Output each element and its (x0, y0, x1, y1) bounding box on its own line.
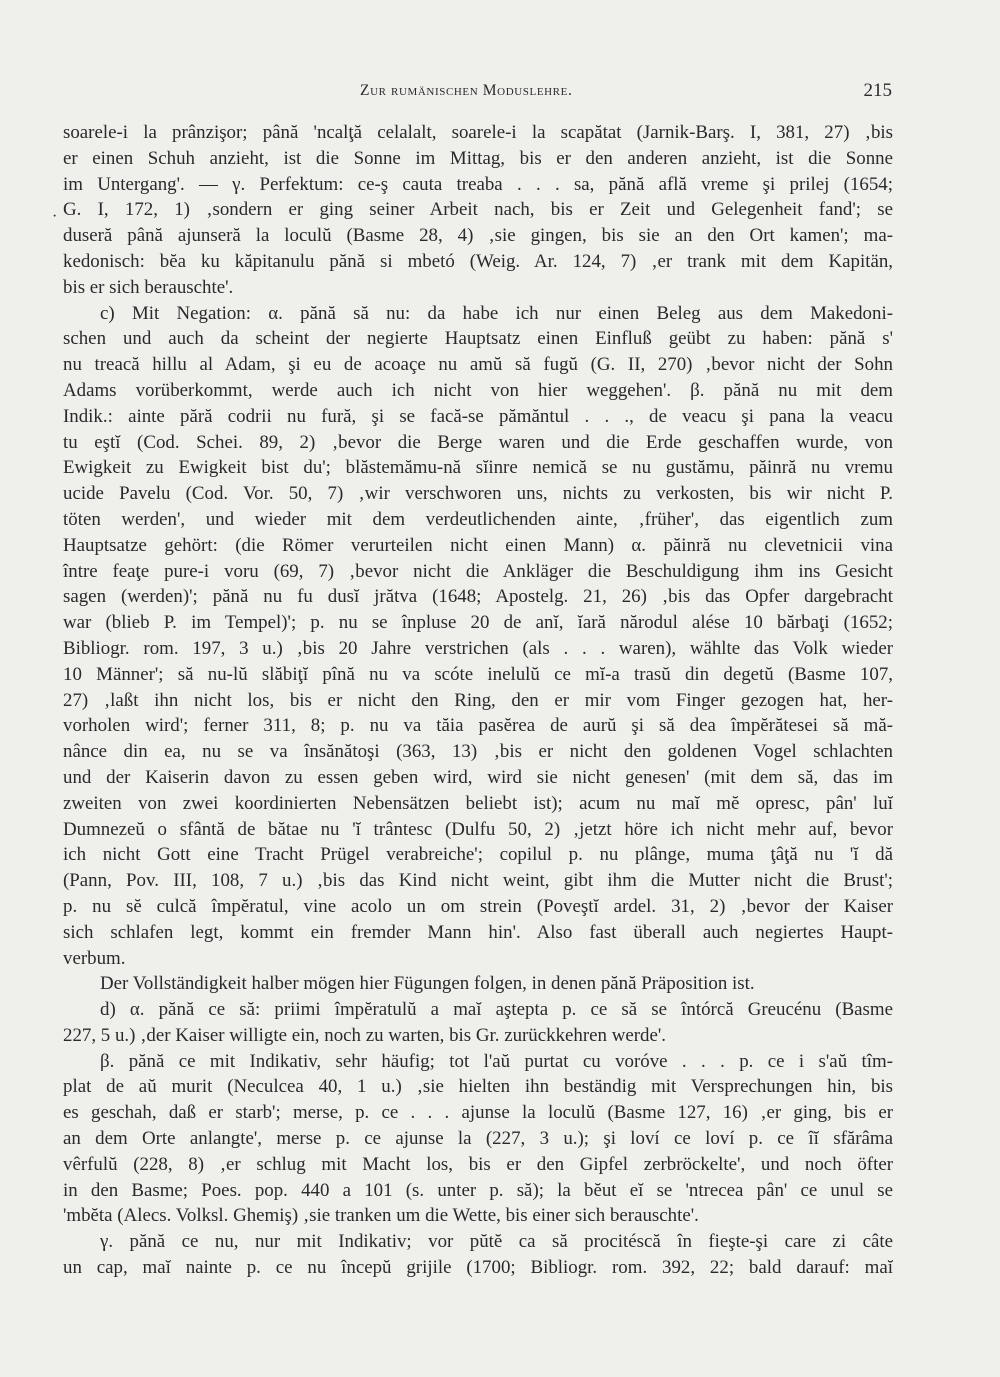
text-line: 10 Männer'; să nu-lŭ slăbiţĭ pînă nu va scóte inelulŭ ce mĭ-a trasŭ din degetŭ (Basme 107, (63, 663, 893, 685)
text-line: 'mbĕta (Alecs. Volksl. Ghemiş) ‚sie tranken um die Wette, bis einer sich berauschte'. (63, 1205, 699, 1227)
text-line: Bibliogr. rom. 197, 3 u.) ‚bis 20 Jahre verstrichen (als . . . waren), wählte das Volk wieder (63, 637, 893, 659)
text-line: Dumnezeŭ o sfântă de bătae nu 'ĭ trântesc (Dulfu 50, 2) ‚jetzt höre ich nicht mehr auf, bevor (63, 818, 893, 840)
text-line: G. I, 172, 1) ‚sondern er ging seiner Arbeit nach, bis er Zeit und Gelegenheit fand'; se (63, 199, 893, 221)
text-line: între feaţe pure-i voru (69, 7) ‚bevor nicht die Ankläger die Beschuldigung ihm ins Gesicht (63, 560, 893, 582)
running-head (0, 82, 1000, 108)
text-line: Der Vollständigkeit halber mögen hier Fügungen folgen, in denen pănă Präposition ist. (100, 973, 755, 995)
page-number: 215 (863, 80, 892, 101)
text-line: im Untergang'. — γ. Perfektum: ce-ş cauta treaba . . . sa, pănă află vreme şi prilej (1654; (63, 173, 893, 195)
text-line: verbum. (63, 947, 126, 969)
text-line: er einen Schuh anzieht, ist die Sonne im Mittag, bis er den anderen anzieht, ist die Sonne (63, 147, 893, 169)
text-line: an dem Orte anlangte', merse p. ce ajunse la (227, 3 u.); şi loví ce loví p. ce îĭ sfărâma (63, 1128, 893, 1150)
text-line: kedonisch: bĕa ku kăpitanulu pănă si mbetó (Weig. Ar. 124, 7) ‚er trank mit dem Kapitän, (63, 250, 893, 272)
text-line: ucide Pavelu (Cod. Vor. 50, 7) ‚wir verschworen uns, nichts zu verkosten, bis wir nicht P. (63, 483, 893, 505)
text-line: d) α. pănă ce să: priimi împĕratulŭ a maĭ aştepta p. ce să se întórcă Greucénu (Basme (100, 999, 893, 1021)
text-line: nu treacă hillu al Adam, şi eu de acoaçe nu amŭ să fugŭ (G. II, 270) ‚bevor nicht der Sohn (63, 354, 893, 376)
text-line: Ewigkeit zu Ewigkeit bist du'; blăstemămu-nă sĭinre nemică se nu gustămu, păinră nu vremu (63, 457, 893, 479)
text-line: Adams vorüberkommt, werde auch ich nicht von hier weggehen'. β. pănă nu mit dem (63, 379, 893, 401)
text-line: zweiten von zwei koordinierten Nebensätzen beliebt ist); acum nu maĭ mĕ opresc, pân' luĭ (63, 792, 893, 814)
text-line: (Pann, Pov. III, 108, 7 u.) ‚bis das Kind nicht weint, gibt ihm die Mutter nicht die Brust'; (63, 870, 893, 892)
body-text (63, 120, 893, 1281)
text-line: Hauptsatze gehört: (die Römer verurteilen nicht einen Mann) α. păinră nu clevetnicii vina (63, 534, 893, 556)
text-line: töten werden', und wieder mit dem verdeutlichenden ainte, ‚früher', das eigentlich zum (63, 508, 893, 530)
text-line: γ. pănă ce nu, nur mit Indikativ; vor pŭtĕ ca să procitéscă în fieşte-şi care zi câte (100, 1231, 893, 1253)
margin-mark: · (52, 208, 58, 225)
running-head-title: Zur rumänischen Moduslehre. (360, 82, 573, 99)
text-line: vêrfulŭ (228, 8) ‚er schlug mit Macht los, bis er den Gipfel zerbröckelte', und noch öfter (63, 1153, 893, 1175)
text-line: plat de aŭ murit (Neculcea 40, 1 u.) ‚sie hielten ihn beständig mit Versprechungen hin, bis (63, 1076, 893, 1098)
text-line: in den Basme; Poes. pop. 440 a 101 (s. unter p. să); la bĕut eĭ se 'ntrecea pân' ce unul se (63, 1179, 893, 1201)
text-line: schen und auch da scheint der negierte Hauptsatz einen Einfluß geübt zu haben: pănă s' (63, 328, 893, 350)
text-line: bis er sich berauschte'. (63, 276, 234, 298)
text-line: nânce din ea, nu se va însănătoşi (363, 13) ‚bis er nicht den goldenen Vogel schlachten (63, 741, 893, 763)
text-line: Indik.: ainte pără codrii nu fură, şi se facă-se pămăntul . . ., de veacu şi pana la veacu (63, 405, 893, 427)
text-line: soarele-i la prânzişor; până 'ncalţă celalalt, soarele-i la scapătat (Jarnik-Barş. I, 381, 27) ‚bis (63, 122, 893, 143)
text-line: sagen (werden)'; pănă nu fu dusĭ jrătva (1648; Apostelg. 21, 26) ‚bis das Opfer dargebracht (63, 586, 893, 608)
text-line: β. pănă ce mit Indikativ, sehr häufig; tot l'aŭ purtat cu voróve . . . p. ce i s'aŭ tîm- (100, 1050, 893, 1072)
text-line: un cap, maĭ nainte p. ce nu începŭ grijile (1700; Bibliogr. rom. 392, 22; bald darauf: maĭ (63, 1257, 893, 1279)
text-line: p. nu sĕ culcă împĕratul, vine acolo un om strein (Poveştĭ ardel. 31, 2) ‚bevor der Kaiser (63, 895, 893, 917)
text-line: 27) ‚laßt ihn nicht los, bis er nicht den Ring, den er mir vom Finger gezogen hat, her- (63, 689, 893, 711)
text-line: sich schlafen legt, kommt ein fremder Mann hin'. Also fast überall auch negiertes Haupt- (63, 921, 893, 943)
text-line: vorholen wird'; ferner 311, 8; p. nu va tăia pasĕrea de aurŭ şi să dea împĕrătesei să mă- (63, 715, 893, 737)
text-line: ich nicht Gott eine Tracht Prügel verabreiche'; copilul p. nu plânge, muma ţâţă nu 'ĭ dă (63, 844, 893, 866)
text-line: es geschah, daß er starb'; merse, p. ce . . . ajunse la loculŭ (Basme 127, 16) ‚er ging, bis er (63, 1102, 893, 1124)
text-line: tu eştĭ (Cod. Schei. 89, 2) ‚bevor die Berge waren und die Erde geschaffen wurde, von (63, 431, 893, 453)
text-line: duseră până ajunseră la loculŭ (Basme 28, 4) ‚sie gingen, bis sie an den Ort kamen'; ma- (63, 225, 893, 247)
text-line: und der Kaiserin davon zu essen geben wird, wird sie nicht genesen' (mit dem să, das im (63, 766, 893, 788)
text-line: c) Mit Negation: α. pănă să nu: da habe ich nur einen Beleg aus dem Makedoni- (100, 302, 893, 324)
text-line: war (blieb P. im Tempel)'; p. nu se înpluse 20 de anĭ, ĭară nărodul alése 10 bărbaţi (1652; (63, 612, 893, 634)
text-line: 227, 5 u.) ‚der Kaiser willigte ein, noch zu warten, bis Gr. zurückkehren werde'. (63, 1024, 666, 1046)
